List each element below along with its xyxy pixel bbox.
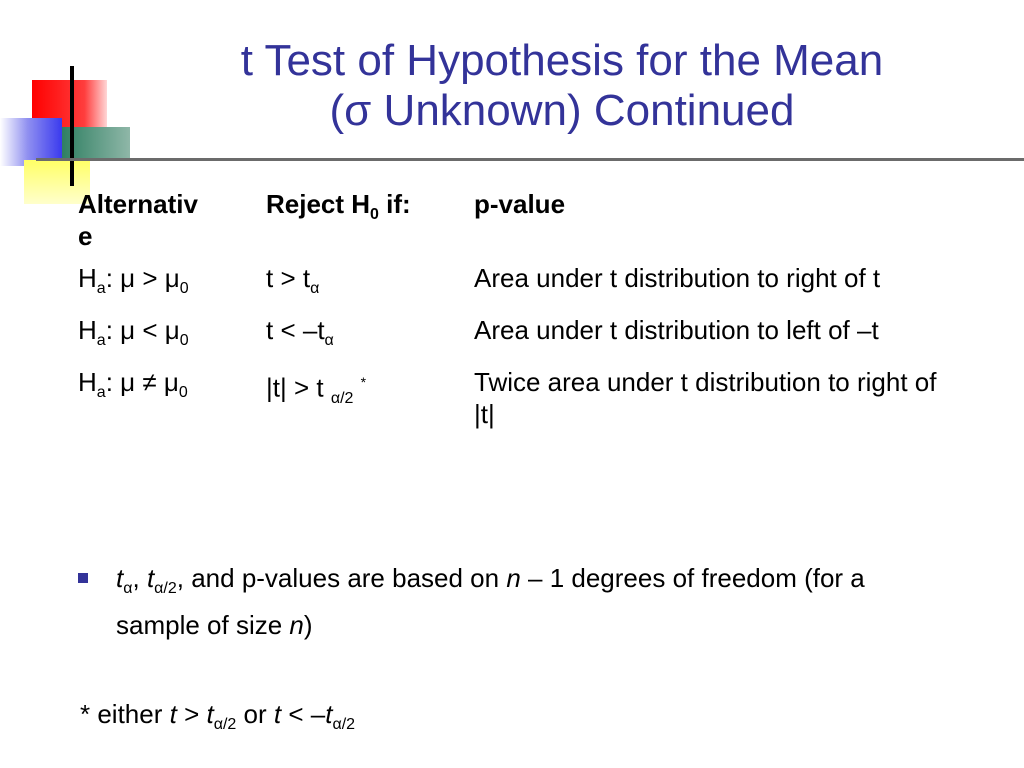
header-alternative: Alternativ e	[78, 189, 198, 251]
alternatives-table	[72, 188, 970, 439]
bullet-text: $t_\alpha$, $t_{\alpha/2}$, and p-values are based on n – 1 degrees of freedom (for a sample of size n)	[116, 563, 865, 641]
table-row	[72, 262, 970, 314]
cell-alternative: $H_a$: $\mu < \mu_0$	[78, 315, 189, 350]
cell-pvalue: Area under t distribution to right of t	[474, 263, 881, 293]
header-pvalue: p-value	[474, 189, 566, 219]
cell-reject: $t > t_\alpha$	[266, 263, 320, 298]
table-row	[72, 366, 970, 439]
cell-reject: |t| > t $_{\alpha/2}$ *	[266, 373, 367, 408]
cell-reject: $t < -t_\alpha$	[266, 315, 334, 350]
cell-alternative: $H_a$: $\mu \ne \mu_0$	[78, 367, 188, 402]
bullet-item	[78, 560, 865, 641]
cell-pvalue: Area under t distribution to left of –t	[474, 315, 879, 346]
title-rule	[36, 158, 1024, 161]
cell-alternative: $H_a$: $\mu > \mu_0$	[78, 263, 189, 298]
decor-vertical-line	[70, 66, 74, 186]
bullet-square-icon	[78, 573, 88, 583]
title-line-1: t Test of Hypothesis for the Mean	[240, 36, 884, 85]
table-row	[72, 314, 970, 366]
cell-pvalue: Twice area under t distribution to right of |t|	[474, 367, 937, 430]
slide-title	[112, 36, 1012, 136]
footnote: * either $t > t_{\alpha/2}$ or $t < -t_{\alpha/2}$	[80, 699, 356, 734]
title-line-2: (σ Unknown) Continued	[329, 86, 795, 135]
table-header-row	[72, 188, 970, 262]
header-reject: Reject $H_0$ if:	[266, 189, 411, 224]
